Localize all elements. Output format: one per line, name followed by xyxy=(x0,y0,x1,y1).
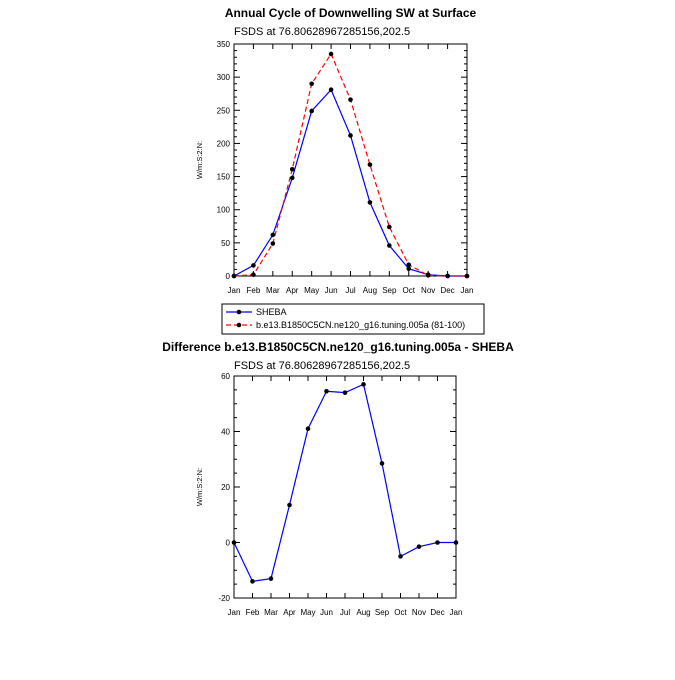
chart-1-y-tick-label: 300 xyxy=(216,73,230,83)
chart-1-series xyxy=(232,52,470,279)
chart-2-series-1-point xyxy=(454,540,459,545)
chart-1-x-tick-label: Nov xyxy=(421,286,436,295)
chart-1-series-2-point xyxy=(232,274,237,279)
chart-1-y-tick-label: 100 xyxy=(216,205,230,215)
legend-marker-model xyxy=(237,323,242,328)
chart-2-x-tick-label: Feb xyxy=(245,608,260,617)
chart-1-x-tick-label: Jun xyxy=(324,286,338,295)
chart-1-series-1-point xyxy=(290,176,295,181)
chart-2-ticks xyxy=(234,376,456,598)
chart-2-subtitle: FSDS at 76.80628967285156,202.5 xyxy=(234,360,411,372)
chart-2-series-1-point xyxy=(361,382,366,387)
chart-1-x-tick-label: Dec xyxy=(440,286,455,295)
chart-1-x-tick-label: May xyxy=(304,286,320,295)
chart-1-series-2-point xyxy=(406,262,411,267)
chart-2-series-1-point xyxy=(380,461,385,466)
chart-1-series-2-point xyxy=(329,52,334,57)
chart-2-x-tick-label: Dec xyxy=(430,608,445,617)
chart-1-y-tick-label: 150 xyxy=(216,172,230,182)
chart-panel-1 xyxy=(195,6,484,334)
chart-2-series-1-point xyxy=(343,390,348,395)
chart-2-y-tick-label: -20 xyxy=(218,594,230,603)
chart-1-x-tick-label: Jul xyxy=(345,286,356,295)
chart-2-series-1-point xyxy=(324,389,329,394)
legend-marker-sheba xyxy=(237,310,242,315)
chart-1-series-1-point xyxy=(309,109,314,114)
chart-2-series xyxy=(232,382,459,584)
chart-2-x-tick-label: Jun xyxy=(320,608,333,617)
chart-2-series-1-point xyxy=(250,579,255,584)
chart-2-series-1-point xyxy=(306,426,311,431)
chart-2-x-tick-label: Mar xyxy=(264,608,278,617)
chart-1-x-tick-label: Oct xyxy=(402,286,415,295)
chart-2-x-tick-label: Apr xyxy=(283,608,296,617)
chart-2-title: Difference b.e13.B1850C5CN.ne120_g16.tuning.005a - SHEBA xyxy=(162,340,514,354)
chart-1-series-2-point xyxy=(445,274,450,279)
chart-1-y-tick-labels xyxy=(217,40,231,281)
chart-2-y-tick-label: 0 xyxy=(225,538,230,548)
chart-panel-2 xyxy=(162,340,514,617)
chart-1-legend xyxy=(222,304,484,334)
chart-2-series-1-point xyxy=(435,540,440,545)
chart-1-series-1-point xyxy=(271,233,276,238)
chart-2-plot-frame xyxy=(234,376,456,598)
chart-1-x-tick-label: Apr xyxy=(286,286,299,295)
chart-2-x-tick-label: Oct xyxy=(394,608,407,617)
chart-1-series-2-line xyxy=(234,54,467,276)
chart-2-series-1-point xyxy=(398,554,403,559)
chart-2-x-tick-labels xyxy=(228,608,463,617)
chart-1-y-axis-label: W/m:S:2:N: xyxy=(195,140,204,180)
chart-2-y-tick-label: 20 xyxy=(221,483,230,492)
chart-1-y-tick-label: 350 xyxy=(216,40,230,49)
chart-2-series-1-point xyxy=(232,540,237,545)
chart-2-y-tick-label: 40 xyxy=(221,427,230,437)
chart-1-x-tick-label: Aug xyxy=(362,286,378,295)
chart-2-x-tick-label: Jan xyxy=(227,608,241,617)
chart-2-series-1-point xyxy=(287,503,292,508)
chart-1-y-tick-label: 0 xyxy=(225,272,230,281)
chart-2-series-1-point xyxy=(269,576,274,581)
chart-1-series-1-point xyxy=(406,266,411,271)
chart-1-series-2-point xyxy=(290,167,295,172)
chart-1-series-1-point xyxy=(387,243,392,248)
chart-1-x-tick-label: Mar xyxy=(265,286,280,295)
chart-1-series-2-point xyxy=(309,81,314,86)
chart-2-x-tick-label: Jul xyxy=(339,608,351,617)
chart-1-x-tick-label: Sep xyxy=(382,286,397,295)
chart-1-y-tick-label: 200 xyxy=(216,139,230,149)
chart-2-y-tick-labels xyxy=(218,372,230,603)
chart-1-series-1-point xyxy=(329,87,334,92)
chart-1-x-tick-labels xyxy=(228,286,474,295)
chart-2-x-tick-label: Aug xyxy=(356,608,371,617)
chart-1-series-2-point xyxy=(387,225,392,230)
chart-1-series-1-line xyxy=(234,90,467,276)
chart-2-x-tick-label: May xyxy=(300,608,316,617)
chart-2-y-tick-label: 60 xyxy=(221,372,230,381)
chart-1-y-tick-label: 50 xyxy=(221,238,230,248)
chart-1-series-1-point xyxy=(348,133,353,138)
chart-1-y-tick-label: 250 xyxy=(216,106,230,116)
chart-1-title: Annual Cycle of Downwelling SW at Surface xyxy=(224,6,477,20)
chart-1-subtitle: FSDS at 76.80628967285156,202.5 xyxy=(234,26,411,38)
chart-1-series-2-point xyxy=(465,274,470,279)
chart-1-series-2-point xyxy=(368,162,373,167)
chart-1-series-2-point xyxy=(251,272,256,277)
chart-1-series-2-point xyxy=(426,273,431,278)
chart-1-series-1-point xyxy=(368,200,373,205)
chart-2-x-tick-label: Nov xyxy=(411,608,427,617)
chart-1-series-1-point xyxy=(251,263,256,268)
chart-1-x-tick-label: Jan xyxy=(460,286,474,295)
legend-label-model: b.e13.B1850C5CN.ne120_g16.tuning.005a (81-100) xyxy=(256,320,466,330)
chart-2-y-axis-label: W/m:S:2:N: xyxy=(195,467,204,507)
chart-1-x-tick-label: Jan xyxy=(227,286,241,295)
chart-1-x-tick-label: Feb xyxy=(246,286,261,295)
chart-2-series-1-point xyxy=(417,544,422,549)
chart-2-x-tick-label: Jan xyxy=(449,608,463,617)
chart-1-series-2-point xyxy=(271,241,276,246)
chart-1-series-2-point xyxy=(348,97,353,102)
legend-label-sheba: SHEBA xyxy=(256,307,287,317)
chart-2-series-1-line xyxy=(234,384,456,581)
chart-2-x-tick-label: Sep xyxy=(374,608,390,617)
